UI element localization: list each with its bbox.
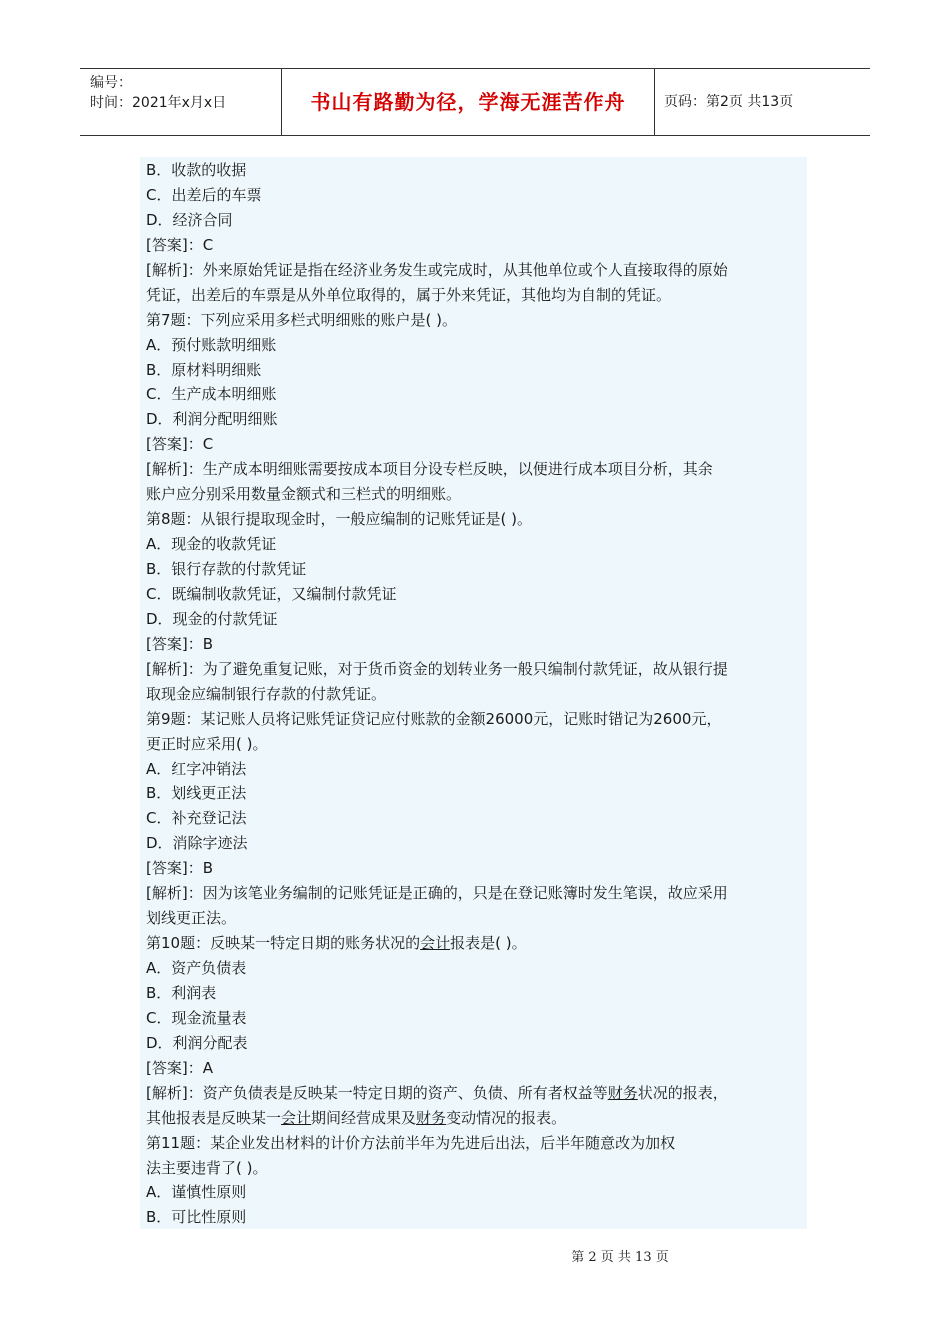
question-title: 第7题：下列应采用多栏式明细账的账户是( )。 <box>146 310 458 329</box>
page-footer: 第 2 页 共 13 页 <box>571 1250 669 1265</box>
text-line: D．经济合同 <box>146 210 233 229</box>
text-span: 其他报表是反映某一 <box>146 1108 282 1127</box>
answer-line: [答案]：B <box>146 634 213 653</box>
answer-line: [答案]：C <box>146 435 214 454</box>
analysis-line <box>146 1106 806 1131</box>
question-title: 第9题：某记账人员将记账凭证贷记应付账款的金额26000元，记账时错记为2600元， <box>146 709 722 728</box>
header-motto: 书山有路勤为径，学海无涯苦作舟 <box>310 90 626 114</box>
option-line: C．补充登记法 <box>146 809 247 828</box>
question-title: 更正时应采用( )。 <box>146 734 268 753</box>
text-span: 状况的报表， <box>637 1083 728 1102</box>
analysis-line: 划线更正法。 <box>146 909 237 928</box>
option-line: C．现金流量表 <box>146 1008 247 1027</box>
text-lines <box>146 158 806 1230</box>
text-line: B．收款的收据 <box>146 161 247 179</box>
text-span: 期间经营成果及 <box>311 1108 417 1127</box>
option-line: C．生产成本明细账 <box>146 385 277 404</box>
text-line: [答案]：C <box>146 235 214 254</box>
analysis-line: [解析]：为了避免重复记账，对于货币资金的划转业务一般只编制付款凭证，故从银行提 <box>146 659 728 678</box>
option-line: B．银行存款的付款凭证 <box>146 560 307 578</box>
accounting-link[interactable]: 会计 <box>281 1108 312 1127</box>
option-line: A．现金的收款凭证 <box>146 535 277 554</box>
analysis-line: [解析]：因为该笔业务编制的记账凭证是正确的，只是在登记账簿时发生笔误，故应采用 <box>146 884 728 903</box>
text-span: 报表是( )。 <box>450 934 527 953</box>
question-title: 法主要违背了( )。 <box>146 1158 268 1177</box>
option-line: A．红字冲销法 <box>146 759 247 778</box>
analysis-line: [解析]：生产成本明细账需要按成本项目分设专栏反映，以便进行成本项目分析，其余 <box>146 460 713 479</box>
option-line: B．可比性原则 <box>146 1208 247 1227</box>
option-line: D．消除字迹法 <box>146 834 248 853</box>
analysis-line <box>146 1081 806 1106</box>
text-span: [解析]：资产负债表是反映某一特定日期的资产、负债、所有者权益等 <box>146 1083 608 1102</box>
text-line: 凭证，出差后的车票是从外单位取得的，属于外来凭证，其他均为自制的凭证。 <box>146 285 672 304</box>
answer-line: [答案]：B <box>146 859 213 878</box>
page-header <box>80 68 870 136</box>
analysis-line: 账户应分别采用数量金额式和三栏式的明细账。 <box>146 485 462 504</box>
option-line: A．谨慎性原则 <box>146 1183 247 1202</box>
text-line: [解析]：外来原始凭证是指在经济业务发生或完成时，从其他单位或个人直接取得的原始 <box>146 260 728 279</box>
option-line: B．划线更正法 <box>146 784 247 803</box>
question-title: 第11题：某企业发出材料的计价方法前半年为先进后出法，后半年随意改为加权 <box>146 1133 676 1152</box>
time-label: 时间：2021年x月x日 <box>90 95 227 111</box>
option-line: A．资产负债表 <box>146 959 247 977</box>
option-line: D．利润分配表 <box>146 1033 248 1052</box>
header-page-number: 页码：第2页 共13页 <box>664 94 794 110</box>
text-line: C．出差后的车票 <box>146 185 262 204</box>
header-divider <box>654 69 655 135</box>
option-line: D．利润分配明细账 <box>146 410 278 429</box>
analysis-line: 取现金应编制银行存款的付款凭证。 <box>146 684 387 703</box>
number-label: 编号： <box>90 75 132 91</box>
header-meta <box>90 73 282 113</box>
option-line: A．预付账款明细账 <box>146 335 277 354</box>
question-title: 第8题：从银行提取现金时，一般应编制的记账凭证是( )。 <box>146 510 533 529</box>
option-line: B．利润表 <box>146 983 217 1002</box>
text-span: 第10题：反映某一特定日期的账务状况的 <box>146 934 421 953</box>
question-title <box>146 931 806 956</box>
finance-link[interactable]: 财务 <box>607 1083 638 1102</box>
finance-link[interactable]: 财务 <box>416 1108 447 1127</box>
document-body <box>140 157 807 1229</box>
option-line: D．现金的付款凭证 <box>146 609 278 628</box>
answer-line: [答案]：A <box>146 1058 213 1077</box>
option-line: B．原材料明细账 <box>146 360 262 379</box>
accounting-link[interactable]: 会计 <box>420 934 451 953</box>
text-span: 变动情况的报表。 <box>446 1108 567 1127</box>
option-line: C．既编制收款凭证，又编制付款凭证 <box>146 584 397 603</box>
